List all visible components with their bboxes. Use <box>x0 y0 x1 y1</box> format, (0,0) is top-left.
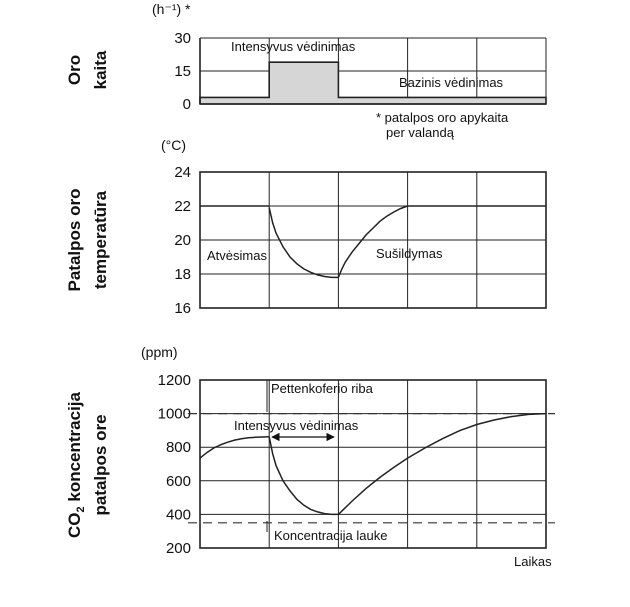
y-tick-labels <box>174 30 191 113</box>
annotation-pettenkofer: Pettenkoferio riba <box>271 381 373 396</box>
y-tick-label: 800 <box>165 439 191 457</box>
y-tick-label: 1200 <box>157 372 191 389</box>
panel-temperature <box>65 137 546 317</box>
annotation-intensive: Intensyvus vėdinimas <box>234 418 359 433</box>
temperature-lines <box>200 206 546 277</box>
panel-air-exchange <box>65 1 546 140</box>
y-label-line2: kaita <box>91 50 110 90</box>
y-label-line2: patalpos ore <box>91 414 110 516</box>
footnote-line1: * patalpos oro apykaita <box>376 110 509 125</box>
y-tick-label: 0 <box>182 96 191 113</box>
y-tick-label: 1000 <box>157 405 191 423</box>
unit-label: (h⁻¹) * <box>152 1 191 17</box>
x-axis-label: Laikas <box>514 554 552 569</box>
y-tick-label: 400 <box>165 506 191 524</box>
annotation-warming: Sušildymas <box>376 246 443 261</box>
series-line <box>338 414 546 515</box>
y-tick-labels <box>158 372 191 557</box>
grid <box>200 172 546 308</box>
unit-label: (°C) <box>161 137 187 153</box>
annotation-intensive: Intensyvus vėdinimas <box>231 39 356 54</box>
footnote-line2: per valandą <box>386 125 454 140</box>
y-label-line1: Oro <box>65 54 84 86</box>
annotation-outdoor: Koncentracija lauke <box>274 528 388 543</box>
y-tick-label: 15 <box>174 63 191 80</box>
y-tick-labels <box>174 164 191 317</box>
y-label-line1: $CO_2$ koncentracija <box>65 392 87 538</box>
series-line <box>269 437 338 515</box>
y-label-line1: Patalpos oro <box>65 188 84 292</box>
annotation-basic: Bazinis vėdinimas <box>399 75 504 90</box>
y-label-line2: temperatūra <box>91 190 110 290</box>
annotation-cooling: Atvėsimas <box>207 248 267 263</box>
y-tick-label: 20 <box>174 232 191 249</box>
series-line <box>269 208 338 278</box>
y-tick-label: 16 <box>174 300 191 317</box>
y-tick-label: 600 <box>165 472 191 490</box>
y-tick-label: 22 <box>174 198 191 215</box>
y-tick-label: 18 <box>174 266 191 283</box>
y-tick-label: 30 <box>174 30 191 47</box>
unit-label: (ppm) <box>141 344 178 360</box>
y-tick-label: 200 <box>165 540 191 557</box>
y-tick-label: 24 <box>174 164 191 181</box>
series-line <box>338 206 546 277</box>
panel-co2 <box>65 344 555 569</box>
